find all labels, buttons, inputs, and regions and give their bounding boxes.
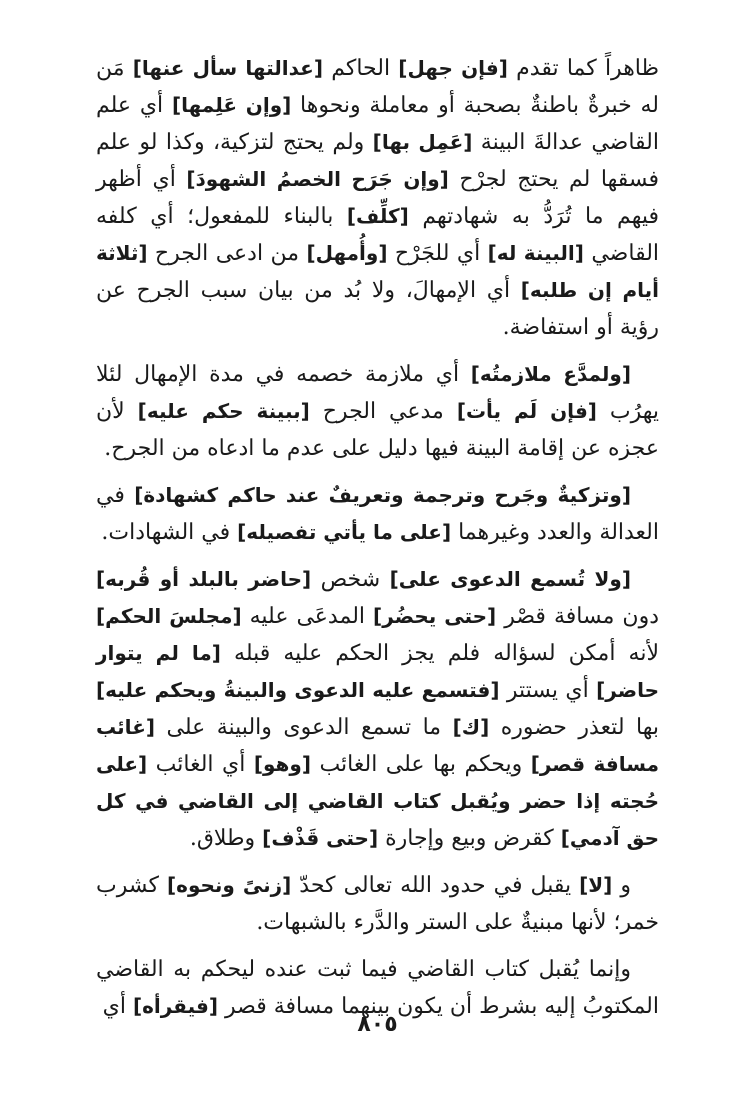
sharh-text: و <box>612 873 631 898</box>
sharh-text: ما تسمع الدعوى والبينة على <box>155 715 453 740</box>
sharh-text: بالبناء للمفعول؛ أي كلفه القاضي <box>96 204 660 266</box>
sharh-text: وإنما يُقبل كتاب القاضي فيما ثبت عنده ليحكم به القاضي المكتوبُ إليه بشرط أن يكون بينهما مسافة قصر <box>96 957 659 1019</box>
matn-text: [ثلاثة أيام إن طلبه] <box>96 241 659 302</box>
page-number: ٨٠٥ <box>357 1012 398 1037</box>
matn-text: [وأُمهل] <box>306 241 388 265</box>
matn-text: [وإن عَلِمها] <box>171 93 292 117</box>
matn-text: [حتى يحضُر] <box>373 604 497 628</box>
sharh-text: وطلاق. <box>189 826 263 851</box>
sharh-text: أي الإمهالَ، ولا بُد من بيان سبب الجرح عن رؤية أو استفاضة. <box>96 278 659 340</box>
sharh-text: دون مسافة قصْر <box>496 604 659 629</box>
sharh-text: لأن عجزه عن إقامة البينة فيها دليل على عدم ما ادعاه من الجرح. <box>96 399 659 461</box>
sharh-text: أي ملازمة خصمه في مدة الإمهال لئلا يهرُب <box>96 362 660 424</box>
sharh-text: مدعي الجرح <box>309 399 457 424</box>
matn-text: [فإن جهل] <box>398 56 508 80</box>
matn-text: [ولمدَّع ملازمتُه] <box>470 362 631 386</box>
matn-text: [البينة له] <box>487 241 584 265</box>
sharh-text: كقرض وبيع وإجارة <box>378 826 561 851</box>
matn-text: [على حُجته إذا حضر ويُقبل كتاب القاضي إلى القاضي في كل حق آدمي] <box>96 752 659 850</box>
matn-text: [كلِّف] <box>346 204 409 228</box>
paragraph <box>96 356 659 467</box>
sharh-text: الحاكم <box>322 56 399 81</box>
paragraph <box>96 50 659 346</box>
sharh-text: ظاهراً كما تقدم <box>507 56 660 81</box>
sharh-text: كشرب خمر؛ لأنها مبنيةٌ على الستر والدَّرء بالشبهات. <box>96 873 659 935</box>
matn-text: [ما لم يتوار حاضر] <box>96 641 659 702</box>
matn-text: [حاضر بالبلد أو قُربه] <box>96 567 312 591</box>
matn-text: [زنىً ونحوه] <box>167 873 292 897</box>
sharh-text: يقبل في حدود الله تعالى كحدّ <box>291 873 580 898</box>
matn-text: [فتسمع عليه الدعوى والبينةُ ويحكم عليه] <box>96 678 500 702</box>
matn-text: [عدالتها سأل عنها] <box>132 56 323 80</box>
matn-text: [على ما يأتي تفصيله] <box>237 520 452 544</box>
sharh-text: مَن له خبرةٌ باطنةٌ بصحبة أو معاملة ونحوها <box>96 56 659 118</box>
text-body <box>96 50 659 1025</box>
sharh-text: أي علم القاضي عدالةَ البينة <box>96 93 659 155</box>
paragraph <box>96 477 659 551</box>
matn-text: [ولا تُسمع الدعوى على] <box>389 567 631 591</box>
sharh-text: شخص <box>311 567 390 592</box>
sharh-text: في العدالة والعدد وغيرهما <box>96 483 659 545</box>
paragraph <box>96 561 659 857</box>
sharh-text: في الشهادات. <box>101 520 238 545</box>
matn-text: [فيقرأه] <box>132 994 218 1018</box>
sharh-text: المدعَى عليه <box>241 604 374 629</box>
matn-text: [وهو] <box>253 752 311 776</box>
matn-text: [وتزكيةٌ وجَرح وترجمة وتعريفٌ عند حاكم كشهادة] <box>134 483 631 507</box>
matn-text: [مجلسَ الحكم] <box>96 604 242 628</box>
sharh-text: من ادعى الجرح <box>147 241 307 266</box>
matn-text: [ببينة حكم عليه] <box>137 399 310 423</box>
sharh-text: لأنه أمكن لسؤاله فلم يجز الحكم عليه قبله <box>220 641 660 666</box>
matn-text: [عَمِل بها] <box>372 130 473 154</box>
matn-text: [حتى قَذْف] <box>262 826 379 850</box>
sharh-text: أي يستتر <box>499 678 597 703</box>
paragraph <box>96 867 659 941</box>
matn-text: [فإن لَم يأت] <box>456 399 597 423</box>
matn-text: [وإن جَرَح الخصمُ الشهودَ] <box>186 167 449 191</box>
sharh-text: أي للجَرْح <box>387 241 488 266</box>
matn-text: [غائب مسافة قصر] <box>96 715 659 776</box>
sharh-text: بها لتعذر حضوره <box>489 715 659 740</box>
matn-text: [لا] <box>579 873 613 897</box>
sharh-text: ويحكم بها على الغائب <box>310 752 531 777</box>
sharh-text: أي <box>102 994 133 1019</box>
sharh-text: أي أظهر فيهم ما تُرَدُّ به شهادتهم <box>96 167 659 229</box>
matn-text: [ك] <box>452 715 490 739</box>
sharh-text: ولم يحتج لتزكية، وكذا لو علم فسقها لم يحتج لجرْح <box>96 130 659 192</box>
sharh-text: أي الغائب <box>147 752 254 777</box>
